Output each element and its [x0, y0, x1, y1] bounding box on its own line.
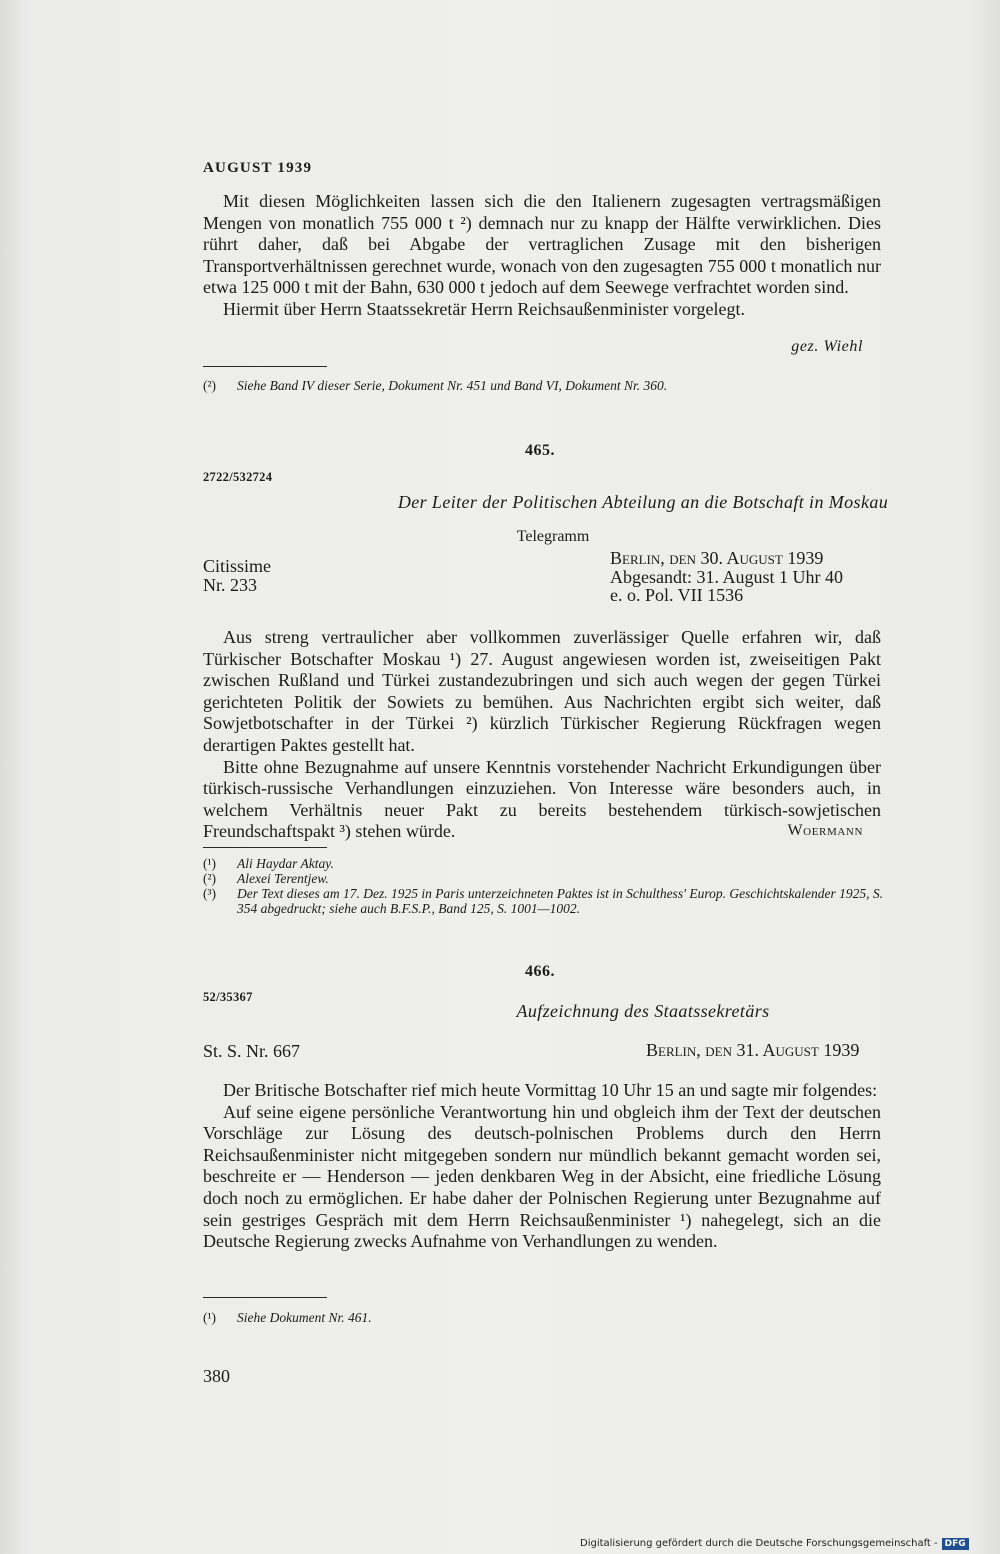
- paragraph: Bitte ohne Bezugnahme auf unsere Kenntnis vorstehender Nachricht Erkundigungen über türkisch-russische Verhandlungen einzuziehen. Von Interesse wäre besonders auch, in welchem Verhältnis neuer Pakt zu bereits bestehendem türkisch-sowjetischen Freundschaftspakt ³) stehen würde.: [203, 756, 881, 842]
- date-line: Berlin, den 31. August 1939: [646, 1040, 860, 1060]
- footnotes: [203, 378, 893, 393]
- doc466-body: [203, 1080, 881, 1253]
- footnote: [203, 856, 893, 871]
- footnote-number: (¹): [203, 856, 217, 871]
- footnote: [203, 1310, 893, 1325]
- footnote-text: Ali Haydar Aktay.: [237, 856, 334, 871]
- top-body: [203, 191, 881, 321]
- footnote-rule: [203, 847, 327, 848]
- paragraph: Hiermit über Herrn Staatssekretär Herrn Reichsaußenminister vorgelegt.: [223, 298, 745, 319]
- signature: gez. Wiehl: [791, 338, 863, 355]
- footnote-rule: [203, 1297, 327, 1298]
- footnote-rule: [203, 366, 327, 367]
- footnote-number: (³): [203, 886, 217, 901]
- digitization-footer: [580, 1536, 969, 1551]
- document-number: 465.: [525, 442, 555, 459]
- signature: Woermann: [787, 822, 863, 839]
- footnote-number: (²): [203, 378, 217, 393]
- left-metadata: St. S. Nr. 667: [203, 1041, 301, 1061]
- document-number: 466.: [525, 963, 555, 980]
- paragraph: Der Britische Botschafter rief mich heute Vormittag 10 Uhr 15 an und sagte mir folgendes:: [223, 1080, 878, 1100]
- footnote-number: (²): [203, 871, 217, 886]
- telegram-number: Nr. 233: [203, 575, 257, 595]
- paragraph: Auf seine eigene persönliche Verantwortung hin und obgleich ihm der Text der deutschen Vorschläge zur Lösung des deutsch-polnischen Problems durch den Herrn Reichsaußenminister nicht mitgegeben sondern nur mündlich bekannt gemacht worden sei, beschreite er — Henderson — jeden denkbaren Weg in der Absicht, eine friedliche Lösung doch noch zu ermöglichen. Er habe daher der Polnischen Regierung unter Bezugnahme auf sein gestriges Gespräch mit dem Herrn Reichsaußenminister ¹) nahegelegt, sich an die Deutsche Regierung zwecks Aufnahme von Verhandlungen zu wenden.: [203, 1101, 881, 1252]
- footnotes: [203, 856, 893, 916]
- left-metadata: [203, 557, 271, 595]
- page-number: 380: [203, 1366, 230, 1386]
- film-reference: 2722/532724: [203, 470, 273, 484]
- footnote-number: (¹): [203, 1310, 217, 1325]
- footnotes: [203, 1310, 893, 1325]
- paragraph: Aus streng vertraulicher aber vollkommen zuverlässiger Quelle erfahren wir, daß Türkischer Botschafter Moskau ¹) 27. August angewiesen worden ist, zweiseitigen Pakt zwischen Rußland und Türkei zustandezubringen und sich auch wegen der gegen Türkei gerichteten Politik der Sowiets zu bemühen. Aus Nachrichten ergibt sich weiter, daß Sowjetbotschafter in der Türkei ²) kürzlich Türkischer Regierung Rückfragen wegen derartigen Paktes gestellt hat.: [203, 627, 881, 755]
- priority: Citissime: [203, 556, 272, 576]
- sent-line: Abgesandt: 31. August 1 Uhr 40: [610, 566, 843, 587]
- reference-line: e. o. Pol. VII 1536: [610, 585, 744, 605]
- footnote-text: Siehe Band IV dieser Serie, Dokument Nr. 451 und Band VI, Dokument Nr. 360.: [237, 378, 668, 393]
- footnote-text: Alexei Terentjew.: [237, 871, 329, 886]
- date-line: Berlin, den 30. August 1939: [610, 548, 824, 568]
- footnote-text: Der Text dieses am 17. Dez. 1925 in Paris unterzeichneten Paktes ist in Schulthess' Europ. Geschichtskalender 1925, S. 354 abgedruckt; siehe auch B.F.S.P., Band 125, S. 1001—1002.: [237, 886, 884, 916]
- footer-text: Digitalisierung gefördert durch die Deutsche Forschungsgemeinschaft -: [580, 1538, 938, 1549]
- document-type: Telegramm: [516, 528, 590, 545]
- doc465-body: [203, 627, 881, 843]
- running-header: AUGUST 1939: [203, 160, 313, 176]
- footnote: [203, 378, 893, 393]
- paragraph: Mit diesen Möglichkeiten lassen sich die den Italienern zugesagten vertragsmäßigen Mengen von monatlich 755 000 t ²) demnach nur zu knapp der Hälfte verwirklichen. Dies rührt daher, daß bei Abgabe der vertraglichen Zusage mit den bisherigen Transportverhältnissen gerechnet wurde, wonach von den zugesagten 755 000 t monatlich nur etwa 125 000 t mit der Bahn, 630 000 t jedoch auf dem Seewege verfrachtet worden sind.: [203, 191, 881, 298]
- document-title: Aufzeichnung des Staatssekretärs: [516, 1001, 770, 1021]
- footnote: [203, 871, 893, 886]
- document-title: Der Leiter der Politischen Abteilung an die Botschaft in Moskau: [397, 492, 889, 512]
- dfg-logo: DFG: [942, 1538, 969, 1550]
- footnote-text: Siehe Dokument Nr. 461.: [237, 1310, 372, 1325]
- right-metadata: [610, 549, 843, 605]
- footnote: [203, 886, 893, 916]
- film-reference: 52/35367: [203, 990, 253, 1004]
